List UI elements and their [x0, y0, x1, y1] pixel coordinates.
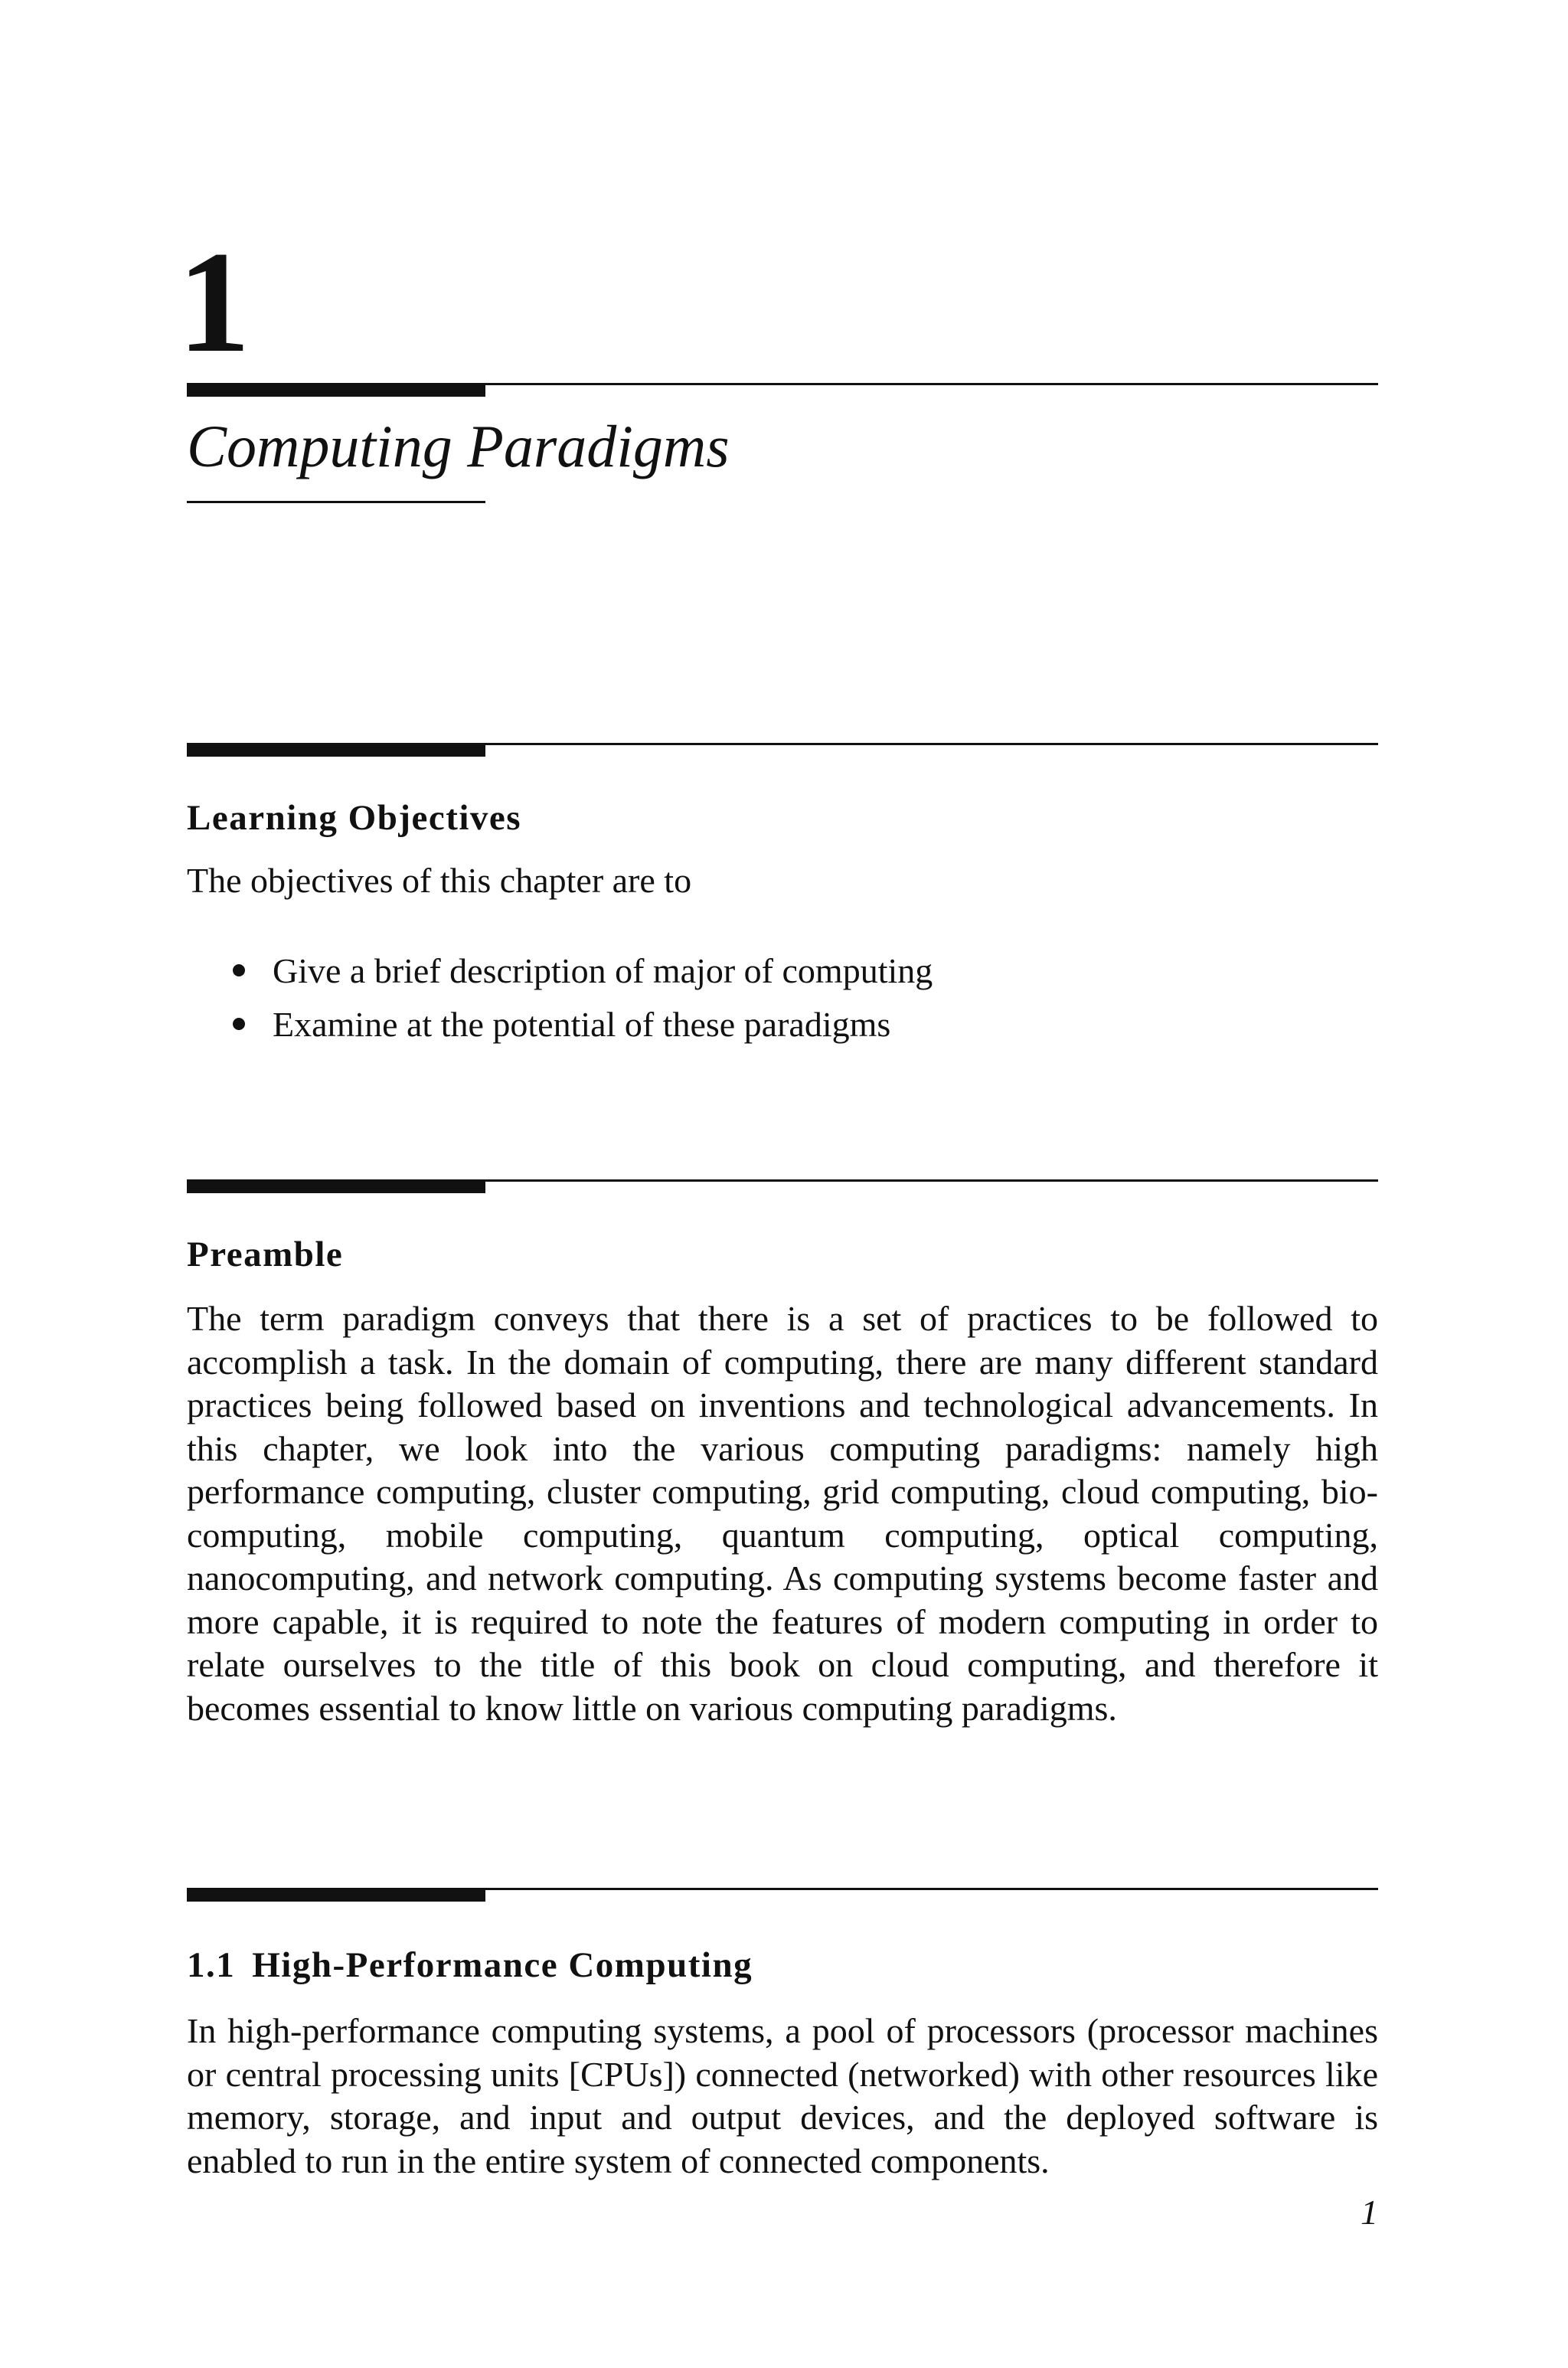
rule-thick-segment: [187, 1179, 485, 1193]
learning-objectives-intro: The objectives of this chapter are to: [187, 861, 692, 900]
page-number: 1: [1361, 2193, 1378, 2232]
preamble-heading: Preamble: [187, 1235, 344, 1274]
chapter-number: 1: [178, 222, 250, 383]
bullet-icon: [233, 964, 245, 976]
list-item-text: Examine at the potential of these paradigms: [273, 1005, 891, 1044]
list-item: [230, 944, 933, 998]
rule-thin-segment: [485, 1179, 1378, 1182]
rule-thick-segment: [187, 1888, 485, 1902]
chapter-title-underline: [187, 501, 485, 503]
chapter-title: Computing Paradigms: [187, 413, 730, 479]
list-item: [230, 998, 933, 1052]
learning-objectives-rule: [187, 743, 1378, 757]
section-number: 1.1: [187, 1945, 236, 1985]
bullet-icon: [233, 1018, 245, 1030]
chapter-rule: [187, 383, 1378, 397]
preamble-paragraph: The term paradigm conveys that there is a set of practices to be followed to accomplish a task. In the domain of computing, there are many different standard practices being followed based on inventions and technological advancements. In this chapter, we look into the various computing paradigms: namely high performance computing, cluster computing, grid computing, cloud computing, bio-computing, mobile computing, quantum computing, optical computing, nanocomputing, and network computing. As computing systems become faster and more capable, it is required to note the features of modern computing in order to relate ourselves to the title of this book on cloud computing, and therefore it becomes essential to know little on various computing paradigms.: [187, 1299, 1378, 1728]
objectives-list: [230, 944, 933, 1052]
section-1-1-heading: [187, 1944, 753, 1987]
rule-thin-segment: [485, 383, 1378, 385]
section-title: High-Performance Computing: [252, 1945, 753, 1985]
preamble-rule: [187, 1179, 1378, 1193]
section-1-1-paragraph: In high-performance computing systems, a pool of processors (processor machines or central processing units [CPUs]) connected (networked) with other resources like memory, storage, and input and output devices, and the deployed software is enabled to run in the entire system of connected components.: [187, 2011, 1378, 2180]
rule-thick-segment: [187, 383, 485, 397]
list-item-text: Give a brief description of major of computing: [273, 951, 933, 990]
section-1-1-rule: [187, 1888, 1378, 1902]
rule-thick-segment: [187, 743, 485, 757]
learning-objectives-heading: Learning Objectives: [187, 798, 522, 838]
rule-thin-segment: [485, 1888, 1378, 1890]
rule-thin-segment: [485, 743, 1378, 745]
